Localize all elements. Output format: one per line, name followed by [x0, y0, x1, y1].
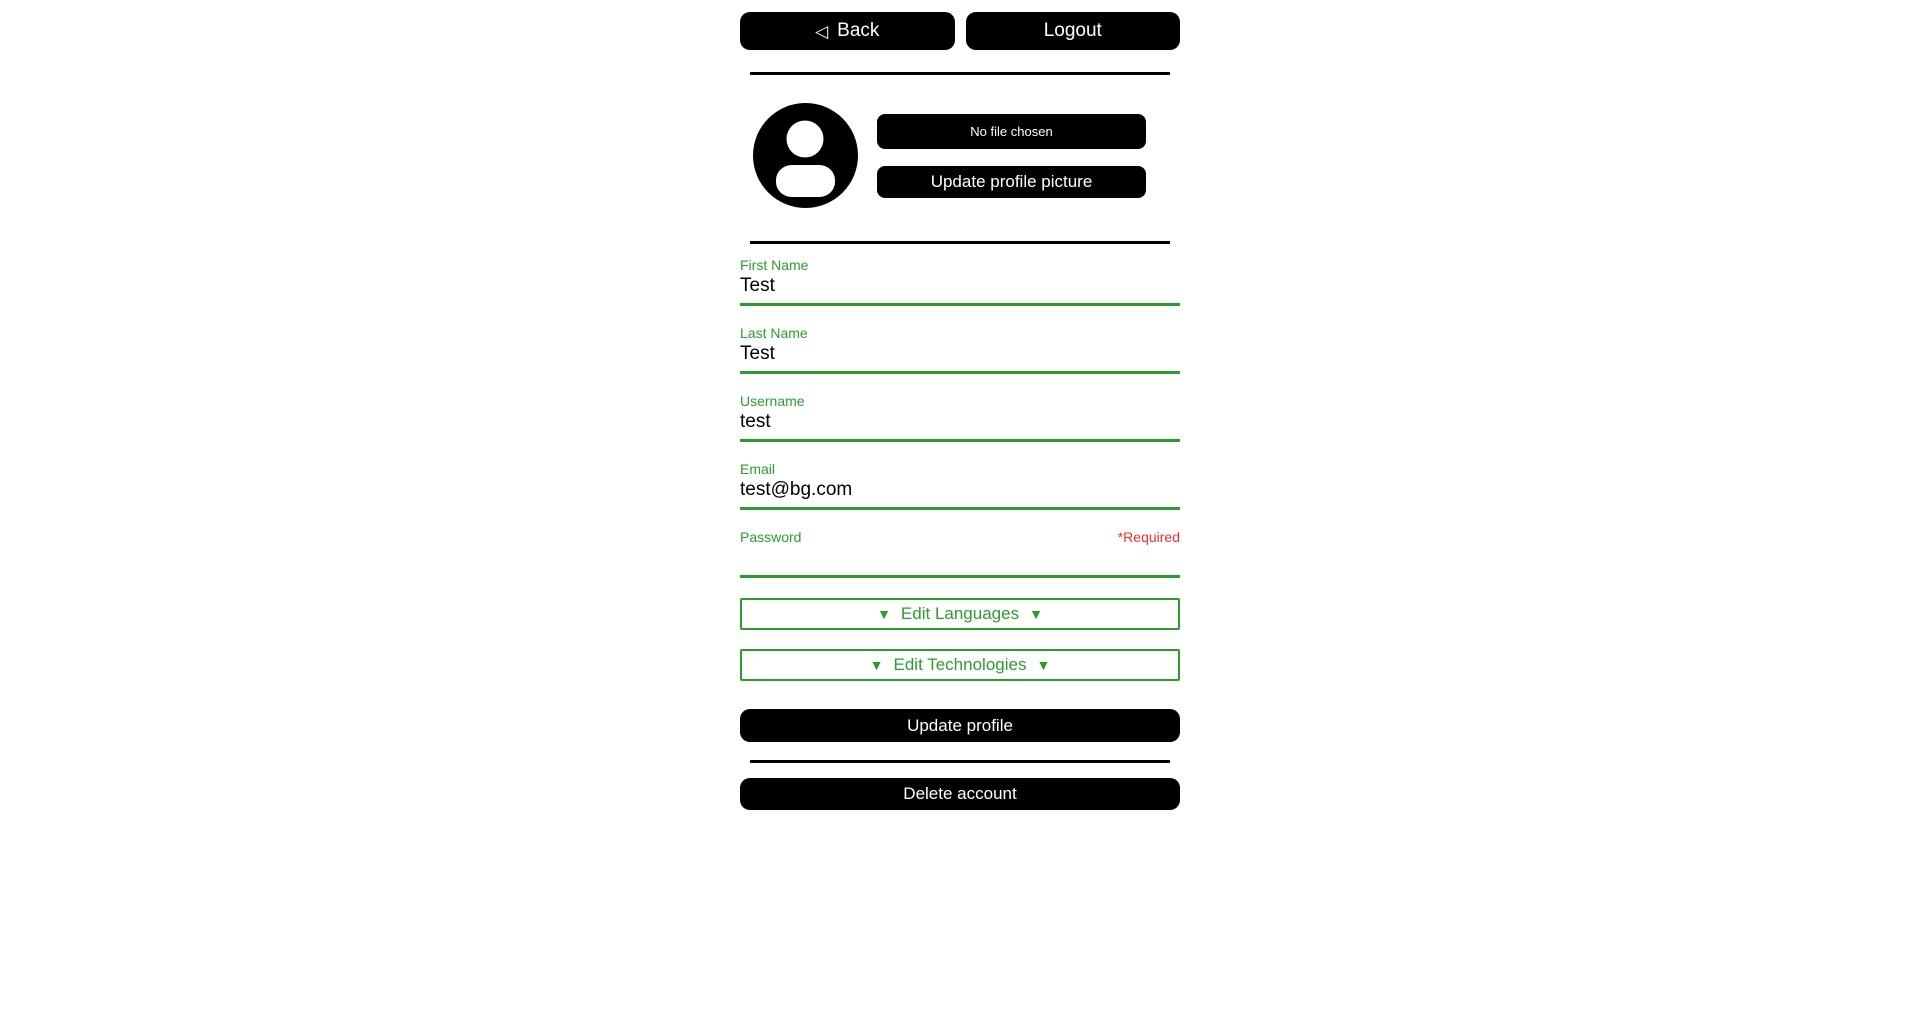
edit-languages-button[interactable] [740, 598, 1180, 630]
chevron-down-icon: ▼ [869, 657, 884, 673]
picture-controls [877, 114, 1146, 198]
password-field [740, 529, 1180, 578]
profile-picture-file-input[interactable] [877, 114, 1146, 149]
last-name-field [740, 325, 1180, 374]
email-input[interactable] [740, 477, 1180, 507]
first-name-label: First Name [740, 257, 809, 273]
last-name-input[interactable] [740, 341, 1180, 371]
logout-button-label: Logout [1043, 20, 1102, 41]
chevron-down-icon: ▼ [1029, 606, 1043, 622]
delete-account-button[interactable]: Delete account [740, 778, 1180, 810]
edit-languages-label: Edit Languages [900, 604, 1020, 623]
section-divider-bottom [750, 760, 1170, 763]
update-profile-button[interactable]: Update profile [740, 709, 1180, 742]
header-button-row [740, 12, 1180, 50]
password-field-head [740, 529, 1180, 545]
file-input-status: No file chosen [970, 123, 1053, 139]
password-required-note: *Required [1117, 529, 1180, 545]
profile-picture-section [740, 103, 1180, 208]
chevron-down-icon: ▼ [877, 606, 891, 622]
logout-button[interactable] [966, 12, 1181, 50]
first-name-input[interactable] [740, 273, 1180, 303]
first-name-field [740, 257, 1180, 306]
edit-technologies-label: Edit Technologies [893, 655, 1027, 674]
password-label: Password [740, 529, 802, 545]
back-button[interactable] [740, 12, 955, 50]
email-label: Email [740, 461, 776, 477]
password-input[interactable] [740, 545, 1180, 575]
username-field [740, 393, 1180, 442]
update-picture-button[interactable]: Update profile picture [877, 166, 1146, 198]
person-icon [753, 103, 858, 208]
email-field [740, 461, 1180, 510]
username-label: Username [740, 393, 805, 409]
profile-page [740, 0, 1180, 810]
profile-form [740, 257, 1180, 742]
section-divider-top [750, 72, 1170, 75]
section-divider-middle [750, 241, 1170, 244]
chevron-down-icon: ▼ [1036, 657, 1051, 673]
edit-technologies-button[interactable] [740, 649, 1180, 681]
username-input[interactable] [740, 409, 1180, 439]
back-arrow-icon: ◁ [815, 21, 829, 41]
last-name-label: Last Name [740, 325, 808, 341]
back-button-label: Back [837, 20, 880, 41]
